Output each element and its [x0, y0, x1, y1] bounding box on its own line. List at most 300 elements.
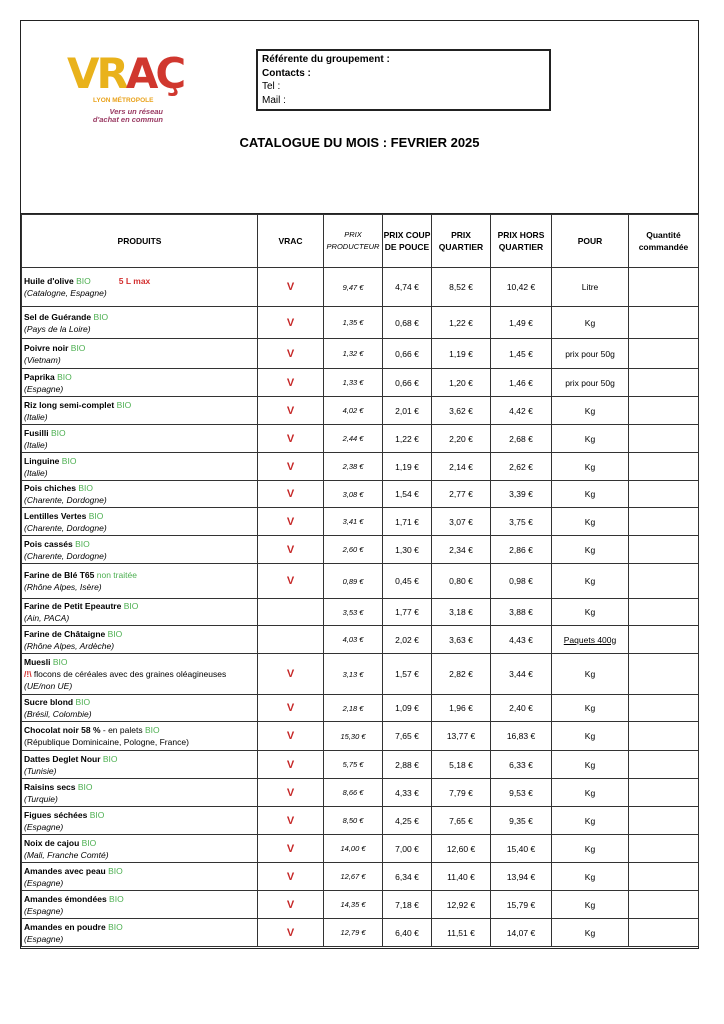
prix-quartier: 1,19 € — [432, 339, 491, 369]
prix-coup-de-pouce: 1,77 € — [383, 599, 432, 626]
prix-producteur: 0,89 € — [324, 564, 383, 599]
prix-hors-quartier: 2,62 € — [491, 453, 552, 481]
mail-label: Mail : — [262, 94, 286, 106]
prix-quartier: 2,77 € — [432, 481, 491, 508]
pour-unit: Kg — [552, 654, 629, 695]
quantity-input-cell[interactable] — [629, 397, 699, 425]
product-origin: (Rhône Alpes, Isère) — [24, 582, 102, 592]
pour-unit: Kg — [552, 695, 629, 722]
product-title-line — [24, 724, 255, 736]
table-row — [22, 564, 699, 599]
quantity-input-cell[interactable] — [629, 481, 699, 508]
col-prix-hors-quartier: PRIX HORS QUARTIER — [491, 215, 552, 268]
prix-producteur: 9,47 € — [324, 268, 383, 307]
product-origin: (Espagne) — [24, 877, 64, 888]
prix-coup-de-pouce: 4,25 € — [383, 807, 432, 835]
prix-coup-de-pouce: 2,01 € — [383, 397, 432, 425]
product-origin: (Espagne) — [24, 821, 64, 832]
prix-coup-de-pouce: 2,88 € — [383, 751, 432, 779]
product-title-line — [24, 311, 255, 323]
product-name: Farine de Châtaigne — [24, 628, 106, 639]
prix-quartier: 7,79 € — [432, 779, 491, 807]
table-row — [22, 481, 699, 508]
product-description — [24, 668, 255, 680]
product-name: Huile d'olive — [24, 276, 74, 286]
prix-coup-de-pouce: 0,45 € — [383, 564, 432, 599]
header — [21, 21, 698, 214]
vrac-mark: V — [258, 919, 324, 947]
prix-quartier: 3,62 € — [432, 397, 491, 425]
product-origin: (Espagne) — [24, 383, 64, 394]
quantity-limit-note: 5 L max — [118, 276, 151, 286]
table-row — [22, 508, 699, 536]
quantity-input-cell[interactable] — [629, 722, 699, 751]
prix-quartier: 2,14 € — [432, 453, 491, 481]
bio-label: BIO — [78, 483, 93, 493]
bio-label: BIO — [70, 342, 86, 353]
product-title-line — [24, 371, 255, 383]
product-title-line — [24, 399, 255, 411]
prix-quartier: 12,92 € — [432, 891, 491, 919]
pour-unit: Kg — [552, 453, 629, 481]
product-origin: (Charente, Dordogne) — [24, 495, 107, 505]
table-row — [22, 339, 699, 369]
product-origin: (Pays de la Loire) — [24, 323, 91, 334]
prix-hors-quartier: 3,75 € — [491, 508, 552, 536]
col-quantite: Quantité commandée — [629, 215, 699, 268]
vrac-mark: V — [258, 807, 324, 835]
quantity-input-cell[interactable] — [629, 425, 699, 453]
prix-quartier: 12,60 € — [432, 835, 491, 863]
pour-unit: Kg — [552, 307, 629, 339]
product-title-line — [24, 569, 255, 581]
product-cell — [22, 626, 258, 654]
prix-producteur: 2,44 € — [324, 425, 383, 453]
quantity-input-cell[interactable] — [629, 863, 699, 891]
product-name: Amandes émondées — [24, 893, 107, 904]
product-cell — [22, 919, 258, 947]
prix-coup-de-pouce: 1,57 € — [383, 654, 432, 695]
vrac-mark: V — [258, 268, 324, 307]
tel-label: Tel : — [262, 81, 281, 92]
prix-quartier: 8,52 € — [432, 268, 491, 307]
product-title-line — [24, 600, 255, 612]
product-title-line — [24, 427, 255, 439]
col-vrac: VRAC — [258, 215, 324, 268]
quantity-input-cell[interactable] — [629, 599, 699, 626]
product-title-line — [24, 628, 255, 640]
vrac-mark: V — [258, 863, 324, 891]
prix-quartier: 1,20 € — [432, 369, 491, 397]
table-row — [22, 453, 699, 481]
prix-coup-de-pouce: 7,00 € — [383, 835, 432, 863]
vrac-mark: V — [258, 564, 324, 599]
prix-hors-quartier: 4,43 € — [491, 626, 552, 654]
prix-coup-de-pouce: 4,74 € — [383, 268, 432, 307]
product-name: Pois chiches — [24, 483, 76, 493]
prix-producteur: 14,35 € — [324, 891, 383, 919]
col-pour: POUR — [552, 215, 629, 268]
prix-coup-de-pouce: 1,19 € — [383, 453, 432, 481]
product-cell — [22, 397, 258, 425]
bio-label: BIO — [52, 657, 68, 667]
prix-quartier: 2,20 € — [432, 425, 491, 453]
product-title-line — [24, 865, 255, 877]
product-name: Fusilli — [24, 427, 49, 438]
product-name: Farine de Petit Epeautre — [24, 601, 122, 611]
product-origin: (Catalogne, Espagne) — [24, 288, 107, 298]
bio-label: BIO — [123, 601, 139, 611]
prix-hors-quartier: 2,86 € — [491, 536, 552, 564]
product-name: Figues séchées — [24, 809, 88, 820]
product-name: Linguine — [24, 455, 60, 466]
prix-hors-quartier: 4,42 € — [491, 397, 552, 425]
vrac-mark: V — [258, 891, 324, 919]
product-title-line — [24, 656, 255, 668]
vrac-mark: V — [258, 835, 324, 863]
prix-producteur: 3,08 € — [324, 481, 383, 508]
vrac-mark — [258, 626, 324, 654]
product-origin: (Italie) — [24, 439, 48, 450]
bio-label: BIO — [75, 697, 91, 707]
prix-quartier: 2,34 € — [432, 536, 491, 564]
pour-unit: prix pour 50g — [552, 369, 629, 397]
product-name: Sucre blond — [24, 697, 74, 707]
pour-unit: Kg — [552, 536, 629, 564]
product-cell — [22, 339, 258, 369]
product-name: Lentilles Vertes — [24, 510, 87, 521]
prix-producteur: 14,00 € — [324, 835, 383, 863]
product-cell — [22, 891, 258, 919]
vrac-mark: V — [258, 654, 324, 695]
prix-coup-de-pouce: 1,54 € — [383, 481, 432, 508]
product-title-line — [24, 455, 255, 467]
pour-unit: Kg — [552, 863, 629, 891]
product-origin: (République Dominicaine, Pologne, France) — [24, 737, 189, 747]
product-name: Poivre noir — [24, 342, 69, 353]
prix-producteur: 8,50 € — [324, 807, 383, 835]
quantity-input-cell[interactable] — [629, 751, 699, 779]
product-title-line — [24, 809, 255, 821]
table-row — [22, 397, 699, 425]
product-cell — [22, 835, 258, 863]
bio-label: BIO — [57, 371, 72, 382]
product-cell — [22, 425, 258, 453]
prix-coup-de-pouce: 0,66 € — [383, 369, 432, 397]
prix-quartier: 5,18 € — [432, 751, 491, 779]
col-prix-coup-de-pouce: PRIX COUP DE POUCE — [383, 215, 432, 268]
prix-producteur: 4,03 € — [324, 626, 383, 654]
bio-label: BIO — [144, 725, 160, 735]
table-row — [22, 536, 699, 564]
quantity-input-cell[interactable] — [629, 779, 699, 807]
warning-icon: /!\ — [24, 669, 32, 679]
quantity-input-cell[interactable] — [629, 508, 699, 536]
vrac-mark — [258, 599, 324, 626]
bio-label: BIO — [61, 455, 77, 466]
prix-hors-quartier: 13,94 € — [491, 863, 552, 891]
product-cell — [22, 779, 258, 807]
prix-producteur: 3,41 € — [324, 508, 383, 536]
prix-producteur: 4,02 € — [324, 397, 383, 425]
table-row — [22, 695, 699, 722]
logo-tagline: Vers un réseau d'achat en commun — [92, 107, 163, 124]
product-origin: (Mali, Franche Comté) — [24, 849, 109, 860]
prix-quartier: 1,96 € — [432, 695, 491, 722]
quantity-input-cell[interactable] — [629, 695, 699, 722]
quantity-input-cell[interactable] — [629, 369, 699, 397]
prix-hors-quartier: 15,79 € — [491, 891, 552, 919]
prix-coup-de-pouce: 0,68 € — [383, 307, 432, 339]
product-title-line — [24, 275, 255, 287]
quantity-input-cell[interactable] — [629, 268, 699, 307]
product-origin: (UE/non UE) — [24, 681, 73, 691]
prix-quartier: 11,51 € — [432, 919, 491, 947]
pour-unit: Kg — [552, 397, 629, 425]
col-produits: PRODUITS — [22, 215, 258, 268]
prix-coup-de-pouce: 0,66 € — [383, 339, 432, 369]
table-row — [22, 599, 699, 626]
quantity-input-cell[interactable] — [629, 339, 699, 369]
product-cell — [22, 453, 258, 481]
pour-unit: Kg — [552, 508, 629, 536]
table-row — [22, 369, 699, 397]
product-title-line — [24, 342, 255, 354]
prix-hors-quartier: 3,44 € — [491, 654, 552, 695]
product-cell — [22, 536, 258, 564]
product-origin: (Vietnam) — [24, 354, 61, 365]
bio-label: BIO — [107, 628, 123, 639]
prix-quartier: 0,80 € — [432, 564, 491, 599]
vrac-mark: V — [258, 695, 324, 722]
contacts-label: Contacts : — [262, 67, 311, 79]
quantity-input-cell[interactable] — [629, 453, 699, 481]
prix-producteur: 2,60 € — [324, 536, 383, 564]
bio-label: BIO — [77, 781, 93, 792]
pour-unit: Kg — [552, 891, 629, 919]
prix-coup-de-pouce: 6,40 € — [383, 919, 432, 947]
quantity-input-cell[interactable] — [629, 307, 699, 339]
prix-quartier: 3,63 € — [432, 626, 491, 654]
bio-label: BIO — [75, 538, 90, 549]
prix-producteur: 1,35 € — [324, 307, 383, 339]
quantity-input-cell[interactable] — [629, 654, 699, 695]
quantity-input-cell[interactable] — [629, 807, 699, 835]
logo-wordmark: VRAÇ — [67, 49, 184, 98]
pour-unit: Litre — [552, 268, 629, 307]
pour-unit: Kg — [552, 564, 629, 599]
product-title-line — [24, 837, 255, 849]
catalogue-table — [21, 214, 699, 947]
product-name: Riz long semi-complet — [24, 399, 115, 410]
prix-producteur: 15,30 € — [324, 722, 383, 751]
prix-hors-quartier: 0,98 € — [491, 564, 552, 599]
prix-quartier: 2,82 € — [432, 654, 491, 695]
vrac-mark: V — [258, 536, 324, 564]
prix-coup-de-pouce: 6,34 € — [383, 863, 432, 891]
bio-label: BIO — [50, 427, 66, 438]
prix-quartier: 11,40 € — [432, 863, 491, 891]
product-origin: (Italie) — [24, 467, 48, 478]
prix-coup-de-pouce: 7,18 € — [383, 891, 432, 919]
logo-city: LYON MÉTROPOLE — [93, 97, 154, 104]
col-prix-producteur: PRIX PRODUCTEUR — [324, 215, 383, 268]
prix-hors-quartier: 16,83 € — [491, 722, 552, 751]
bio-label: BIO — [116, 399, 132, 410]
product-cell — [22, 369, 258, 397]
table-row — [22, 425, 699, 453]
product-cell — [22, 654, 258, 695]
pour-unit: Kg — [552, 807, 629, 835]
product-description-text: flocons de céréales avec des graines oléagineuses — [31, 669, 227, 679]
prix-quartier: 7,65 € — [432, 807, 491, 835]
prix-hors-quartier: 2,40 € — [491, 695, 552, 722]
prix-hors-quartier: 3,88 € — [491, 599, 552, 626]
pour-unit: prix pour 50g — [552, 339, 629, 369]
product-cell — [22, 307, 258, 339]
product-name: Amandes avec peau — [24, 865, 106, 876]
prix-producteur: 3,53 € — [324, 599, 383, 626]
product-cell — [22, 863, 258, 891]
bio-label: BIO — [108, 921, 123, 932]
catalogue-page — [20, 20, 699, 949]
pour-unit: Kg — [552, 599, 629, 626]
product-name: Muesli — [24, 657, 51, 667]
product-name: Dattes Deglet Nour — [24, 753, 101, 764]
quantity-input-cell[interactable] — [629, 536, 699, 564]
prix-coup-de-pouce: 1,22 € — [383, 425, 432, 453]
table-header-row — [22, 215, 699, 268]
vrac-mark: V — [258, 453, 324, 481]
quantity-input-cell[interactable] — [629, 919, 699, 947]
prix-producteur: 2,38 € — [324, 453, 383, 481]
vrac-mark: V — [258, 425, 324, 453]
product-cell — [22, 695, 258, 722]
product-cell — [22, 807, 258, 835]
prix-producteur: 5,75 € — [324, 751, 383, 779]
vrac-mark: V — [258, 722, 324, 751]
product-name: Noix de cajou — [24, 837, 80, 848]
prix-hors-quartier: 1,45 € — [491, 339, 552, 369]
pour-unit: Kg — [552, 779, 629, 807]
quantity-input-cell[interactable] — [629, 564, 699, 599]
table-row — [22, 891, 699, 919]
vrac-mark: V — [258, 751, 324, 779]
prix-coup-de-pouce: 2,02 € — [383, 626, 432, 654]
prix-quartier: 13,77 € — [432, 722, 491, 751]
prix-producteur: 12,79 € — [324, 919, 383, 947]
pour-unit-text: Paquets 400g — [563, 634, 617, 645]
pour-unit: Kg — [552, 835, 629, 863]
bio-label: BIO — [108, 865, 123, 876]
table-row — [22, 779, 699, 807]
product-name: Paprika — [24, 371, 55, 382]
product-cell — [22, 268, 258, 307]
pour-unit: Kg — [552, 751, 629, 779]
product-origin: (Turquie) — [24, 793, 58, 804]
pour-unit: Kg — [552, 481, 629, 508]
product-cell — [22, 564, 258, 599]
product-title-line — [24, 696, 255, 708]
product-title-line — [24, 753, 255, 765]
prix-hors-quartier: 15,40 € — [491, 835, 552, 863]
product-origin: (Tunisie) — [24, 765, 57, 776]
product-name: Sel de Guérande — [24, 311, 92, 322]
vrac-mark: V — [258, 508, 324, 536]
vrac-mark: V — [258, 339, 324, 369]
product-title-line — [24, 893, 255, 905]
product-name-suffix: - en palets — [100, 725, 143, 735]
table-row — [22, 835, 699, 863]
product-origin: (Charente, Dordogne) — [24, 550, 107, 561]
prix-coup-de-pouce: 1,30 € — [383, 536, 432, 564]
product-origin: (Espagne) — [24, 905, 64, 916]
table-row — [22, 807, 699, 835]
product-name: Pois cassés — [24, 538, 73, 549]
vrac-mark: V — [258, 481, 324, 508]
pour-unit: Kg — [552, 425, 629, 453]
product-cell — [22, 599, 258, 626]
product-name: Amandes en poudre — [24, 921, 106, 932]
product-name: Farine de Blé T65 — [24, 570, 95, 580]
prix-hors-quartier: 10,42 € — [491, 268, 552, 307]
table-row — [22, 863, 699, 891]
bio-label: BIO — [93, 311, 109, 322]
bio-label: non traitée — [96, 570, 137, 580]
vrac-mark: V — [258, 779, 324, 807]
prix-quartier: 1,22 € — [432, 307, 491, 339]
prix-quartier: 3,07 € — [432, 508, 491, 536]
prix-hors-quartier: 1,46 € — [491, 369, 552, 397]
bio-label: BIO — [88, 510, 104, 521]
bio-label: BIO — [102, 753, 118, 764]
pour-unit — [552, 626, 629, 654]
prix-hors-quartier: 2,68 € — [491, 425, 552, 453]
product-origin: (Brésil, Colombie) — [24, 709, 92, 719]
vrac-mark: V — [258, 397, 324, 425]
prix-hors-quartier: 9,35 € — [491, 807, 552, 835]
prix-coup-de-pouce: 7,65 € — [383, 722, 432, 751]
product-origin: (Rhône Alpes, Ardèche) — [24, 640, 115, 651]
prix-producteur: 8,66 € — [324, 779, 383, 807]
pour-unit: Kg — [552, 919, 629, 947]
quantity-input-cell[interactable] — [629, 835, 699, 863]
table-row — [22, 722, 699, 751]
product-title-line — [24, 538, 255, 550]
product-origin: (Charente, Dordogne) — [24, 522, 107, 533]
prix-hors-quartier: 1,49 € — [491, 307, 552, 339]
prix-coup-de-pouce: 1,71 € — [383, 508, 432, 536]
quantity-input-cell[interactable] — [629, 626, 699, 654]
pour-unit: Kg — [552, 722, 629, 751]
prix-producteur: 1,33 € — [324, 369, 383, 397]
table-row — [22, 307, 699, 339]
product-title-line — [24, 921, 255, 933]
prix-coup-de-pouce: 4,33 € — [383, 779, 432, 807]
product-title-line — [24, 510, 255, 522]
table-row — [22, 626, 699, 654]
referente-label: Référente du groupement : — [262, 54, 390, 65]
table-row — [22, 751, 699, 779]
prix-hors-quartier: 14,07 € — [491, 919, 552, 947]
product-cell — [22, 481, 258, 508]
quantity-input-cell[interactable] — [629, 891, 699, 919]
product-title-line — [24, 482, 255, 494]
prix-producteur: 3,13 € — [324, 654, 383, 695]
col-prix-quartier: PRIX QUARTIER — [432, 215, 491, 268]
bio-label: BIO — [76, 276, 91, 286]
product-cell — [22, 722, 258, 751]
